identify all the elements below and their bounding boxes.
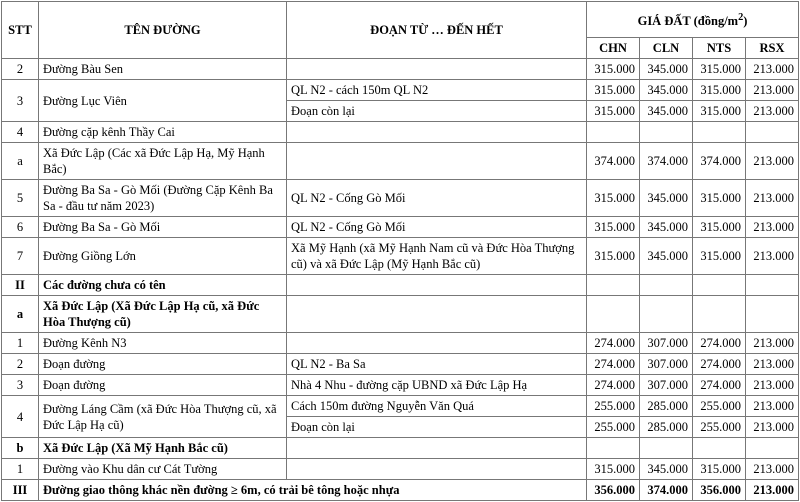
price-cell: 356.000: [693, 480, 746, 501]
row-street-name: Xã Đức Lập (Xã Mỹ Hạnh Bắc cũ): [39, 438, 287, 459]
row-stt: a: [2, 143, 39, 180]
price-cell: 356.000: [587, 480, 640, 501]
price-cell: 255.000: [693, 396, 746, 417]
price-cell: 213.000: [746, 101, 799, 122]
price-cell: 255.000: [587, 396, 640, 417]
price-cell: 213.000: [746, 59, 799, 80]
price-cell: 274.000: [587, 375, 640, 396]
table-row: [2, 333, 799, 354]
price-cell: 345.000: [640, 217, 693, 238]
row-segment: QL N2 - Cống Gò Mối: [287, 180, 587, 217]
price-cell: 285.000: [640, 417, 693, 438]
price-cell: 315.000: [587, 101, 640, 122]
price-cell: 345.000: [640, 101, 693, 122]
table-row: [2, 375, 799, 396]
row-stt: 2: [2, 354, 39, 375]
price-cell: [746, 275, 799, 296]
price-cell: 345.000: [640, 238, 693, 275]
price-cell: 374.000: [640, 143, 693, 180]
row-segment: Cách 150m đường Nguyễn Văn Quá: [287, 396, 587, 417]
row-segment: Đoạn còn lại: [287, 417, 587, 438]
table-row: [2, 80, 799, 101]
row-segment: Đoạn còn lại: [287, 101, 587, 122]
price-cell: [746, 438, 799, 459]
row-stt: III: [2, 480, 39, 501]
price-cell: 315.000: [587, 80, 640, 101]
price-cell: 274.000: [693, 375, 746, 396]
price-cell: [693, 122, 746, 143]
price-cell: 274.000: [587, 333, 640, 354]
price-cell: 345.000: [640, 80, 693, 101]
price-cell: 374.000: [640, 480, 693, 501]
table-row: [2, 217, 799, 238]
table-row: [2, 238, 799, 275]
header-stt: STT: [2, 2, 39, 59]
price-cell: 213.000: [746, 80, 799, 101]
price-cell: 213.000: [746, 217, 799, 238]
price-cell: 213.000: [746, 333, 799, 354]
row-segment: QL N2 - Cống Gò Mối: [287, 217, 587, 238]
row-street-name: Đường Bàu Sen: [39, 59, 287, 80]
price-cell: 315.000: [693, 459, 746, 480]
price-cell: 345.000: [640, 459, 693, 480]
price-cell: 315.000: [693, 59, 746, 80]
row-segment: [287, 459, 587, 480]
row-street-name: Đường Giồng Lớn: [39, 238, 287, 275]
table-row: [2, 122, 799, 143]
header-col-cln: CLN: [640, 38, 693, 59]
row-stt: II: [2, 275, 39, 296]
row-stt: a: [2, 296, 39, 333]
row-segment: [287, 438, 587, 459]
table-row: [2, 459, 799, 480]
row-stt: 6: [2, 217, 39, 238]
price-cell: 315.000: [587, 59, 640, 80]
price-cell: 315.000: [693, 238, 746, 275]
price-cell: [587, 275, 640, 296]
price-cell: 345.000: [640, 59, 693, 80]
row-segment: QL N2 - cách 150m QL N2: [287, 80, 587, 101]
price-cell: [587, 296, 640, 333]
price-cell: 307.000: [640, 354, 693, 375]
price-cell: 274.000: [693, 354, 746, 375]
price-cell: 374.000: [587, 143, 640, 180]
price-cell: 315.000: [587, 238, 640, 275]
price-cell: 374.000: [693, 143, 746, 180]
price-cell: 213.000: [746, 396, 799, 417]
row-stt: 3: [2, 80, 39, 122]
row-stt: 7: [2, 238, 39, 275]
table-row: [2, 296, 799, 333]
price-cell: 315.000: [693, 80, 746, 101]
table-row: [2, 396, 799, 417]
price-cell: [746, 296, 799, 333]
price-cell: [640, 275, 693, 296]
row-street-name: Đường Láng Cầm (xã Đức Hòa Thượng cũ, xã Đức Lập Hạ cũ): [39, 396, 287, 438]
row-stt: 5: [2, 180, 39, 217]
header-land-price: GIÁ ĐẤT $(đồng/m^2)$: [587, 2, 799, 38]
row-segment: Nhà 4 Nhu - đường cặp UBND xã Đức Lập Hạ: [287, 375, 587, 396]
row-stt: b: [2, 438, 39, 459]
row-street-name: Đường Ba Sa - Gò Mối: [39, 217, 287, 238]
row-segment: [287, 333, 587, 354]
price-cell: 213.000: [746, 180, 799, 217]
row-street-name: Đường vào Khu dân cư Cát Tường: [39, 459, 287, 480]
header-col-nts: NTS: [693, 38, 746, 59]
row-stt: 3: [2, 375, 39, 396]
price-cell: 213.000: [746, 375, 799, 396]
price-cell: 307.000: [640, 333, 693, 354]
table-row: [2, 275, 799, 296]
header-col-chn: CHN: [587, 38, 640, 59]
price-cell: [693, 296, 746, 333]
table-row: [2, 354, 799, 375]
row-stt: 4: [2, 396, 39, 438]
price-cell: [746, 122, 799, 143]
header-street-name: TÊN ĐƯỜNG: [39, 2, 287, 59]
price-cell: 213.000: [746, 459, 799, 480]
row-street-name: Đoạn đường: [39, 375, 287, 396]
price-cell: 315.000: [587, 217, 640, 238]
price-cell: [693, 438, 746, 459]
price-cell: [640, 438, 693, 459]
table-body: [2, 59, 799, 501]
row-stt: 4: [2, 122, 39, 143]
row-segment: Xã Mỹ Hạnh (xã Mỹ Hạnh Nam cũ và Đức Hòa Thượng cũ) và xã Đức Lập (Mỹ Hạnh Bắc cũ): [287, 238, 587, 275]
header-segment: ĐOẠN TỪ … ĐẾN HẾT: [287, 2, 587, 59]
table-row: [2, 480, 799, 501]
price-cell: 274.000: [693, 333, 746, 354]
land-price-table: [1, 1, 799, 501]
header-col-rsx: RSX: [746, 38, 799, 59]
price-cell: 315.000: [693, 180, 746, 217]
row-segment: [287, 296, 587, 333]
row-street-name: Đường cặp kênh Thầy Cai: [39, 122, 287, 143]
price-cell: 307.000: [640, 375, 693, 396]
price-cell: [587, 438, 640, 459]
row-segment: [287, 143, 587, 180]
row-street-name: Đường Ba Sa - Gò Mối (Đường Cặp Kênh Ba Sa - đầu tư năm 2023): [39, 180, 287, 217]
row-street-name: Đường giao thông khác nền đường ≥ 6m, có trải bê tông hoặc nhựa: [39, 480, 587, 501]
price-cell: 315.000: [587, 459, 640, 480]
price-cell: 315.000: [693, 101, 746, 122]
row-segment: QL N2 - Ba Sa: [287, 354, 587, 375]
price-cell: [587, 122, 640, 143]
price-cell: 255.000: [693, 417, 746, 438]
row-street-name: Xã Đức Lập (Các xã Đức Lập Hạ, Mỹ Hạnh Bắc): [39, 143, 287, 180]
price-cell: 345.000: [640, 180, 693, 217]
row-stt: 2: [2, 59, 39, 80]
table-row: [2, 59, 799, 80]
row-segment: [287, 59, 587, 80]
price-cell: [640, 296, 693, 333]
price-cell: 315.000: [693, 217, 746, 238]
table-row: [2, 180, 799, 217]
table-row: [2, 438, 799, 459]
price-cell: 274.000: [587, 354, 640, 375]
row-street-name: Đoạn đường: [39, 354, 287, 375]
price-cell: 213.000: [746, 480, 799, 501]
price-cell: [693, 275, 746, 296]
price-cell: 213.000: [746, 417, 799, 438]
price-cell: 213.000: [746, 143, 799, 180]
row-street-name: Xã Đức Lập (Xã Đức Lập Hạ cũ, xã Đức Hòa Thượng cũ): [39, 296, 287, 333]
price-cell: 315.000: [587, 180, 640, 217]
price-cell: [640, 122, 693, 143]
row-stt: 1: [2, 459, 39, 480]
price-cell: 285.000: [640, 396, 693, 417]
price-cell: 213.000: [746, 354, 799, 375]
row-segment: [287, 275, 587, 296]
row-segment: [287, 122, 587, 143]
row-street-name: Đường Lục Viên: [39, 80, 287, 122]
table-row: [2, 143, 799, 180]
price-cell: 213.000: [746, 238, 799, 275]
row-street-name: Đường Kênh N3: [39, 333, 287, 354]
row-street-name: Các đường chưa có tên: [39, 275, 287, 296]
row-stt: 1: [2, 333, 39, 354]
price-cell: 255.000: [587, 417, 640, 438]
